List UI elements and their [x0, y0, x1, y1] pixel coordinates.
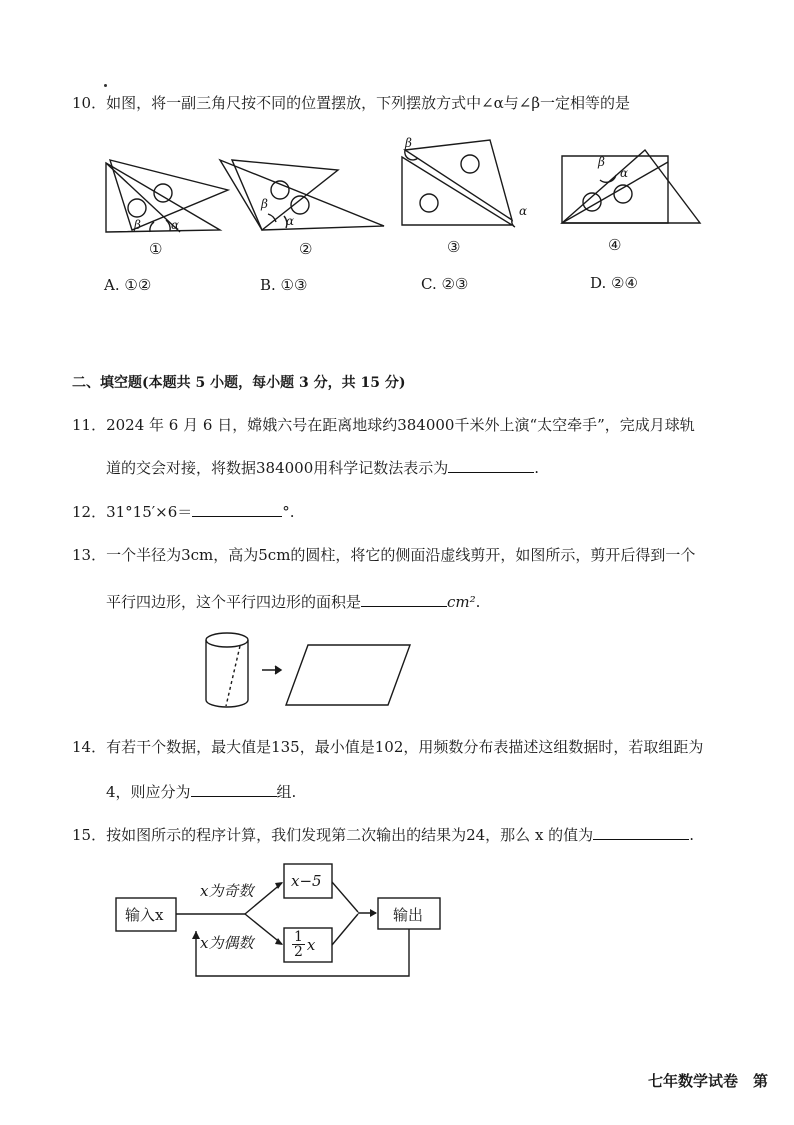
fig1-alpha: α — [171, 218, 180, 232]
fig-label-1: ① — [149, 240, 163, 258]
q12-number: 12． — [72, 503, 107, 521]
fig-label-3: ③ — [447, 238, 461, 256]
q13-text-2: 平行四边形，这个平行四边形的面积是 — [106, 593, 362, 611]
q14-number: 14． — [72, 738, 107, 756]
option-c[interactable]: C. ②③ — [421, 275, 469, 293]
q11-end: . — [534, 459, 540, 477]
q13-unit: cm² — [447, 593, 476, 611]
flow-even-op — [292, 930, 315, 959]
q10-text: 如图，将一副三角尺按不同的位置摆放，下列摆放方式中∠α与∠β一定相等的是 — [106, 94, 631, 112]
fig4-beta: β — [598, 155, 605, 169]
footer-page-label: 七年数学试卷 第 — [648, 1072, 769, 1090]
q14-text-1: 有若干个数据，最大值是135，最小值是102，用频数分布表描述这组数据时，若取组距为 — [106, 738, 704, 756]
fig3-beta: β — [405, 136, 412, 150]
q15-end: . — [689, 826, 694, 844]
q13-end: . — [475, 593, 481, 611]
q12-expr: 31°15′×6＝ — [106, 503, 193, 521]
option-a[interactable]: A. ①② — [104, 276, 152, 294]
fraction-variable: x — [306, 935, 316, 954]
q13-number: 13． — [72, 546, 107, 564]
fig-label-4: ④ — [608, 236, 622, 254]
q14-text-2b: 组. — [276, 783, 297, 801]
q11-number: 11． — [72, 416, 107, 434]
fraction-denominator: 2 — [294, 944, 303, 960]
option-b[interactable]: B. ①③ — [260, 276, 308, 294]
option-d[interactable]: D. ②④ — [590, 274, 638, 292]
q10-number: 10． — [72, 94, 107, 112]
q15-text: 按如图所示的程序计算，我们发现第二次输出的结果为24，那么 x 的值为 — [106, 826, 594, 844]
q13-text-1: 一个半径为3cm，高为5cm的圆柱，将它的侧面沿虚线剪开，如图所示，剪开后得到一个 — [106, 546, 696, 564]
fig4-alpha: α — [620, 166, 629, 180]
fig2-alpha: α — [286, 214, 295, 228]
section-2-title: 二、填空题(本题共 5 小题，每小题 3 分，共 15 分) — [72, 375, 406, 391]
q12-end: °. — [282, 503, 295, 521]
fig1-beta: β — [134, 218, 141, 232]
fraction-numerator: 1 — [294, 929, 303, 945]
fig-label-2: ② — [299, 240, 313, 258]
q11-text-2: 道的交会对接，将数据384000用科学记数法表示为 — [106, 459, 449, 477]
q14-text-2a: 4，则应分为 — [106, 783, 191, 801]
flow-output-label: 输出 — [393, 906, 424, 924]
fig3-alpha: α — [519, 204, 528, 218]
flow-odd-label: x为奇数 — [200, 882, 254, 900]
q15-number: 15． — [72, 826, 107, 844]
q11-text-1: 2024 年 6 月 6 日，嫦娥六号在距离地球约384000千米外上演“太空牵手”，完成月球轨 — [106, 416, 695, 434]
flow-even-label: x为偶数 — [200, 934, 254, 952]
fig2-beta: β — [261, 197, 268, 211]
flow-input-label: 输入x — [125, 906, 164, 924]
flow-odd-op: x−5 — [291, 872, 322, 890]
fraction — [292, 930, 305, 959]
